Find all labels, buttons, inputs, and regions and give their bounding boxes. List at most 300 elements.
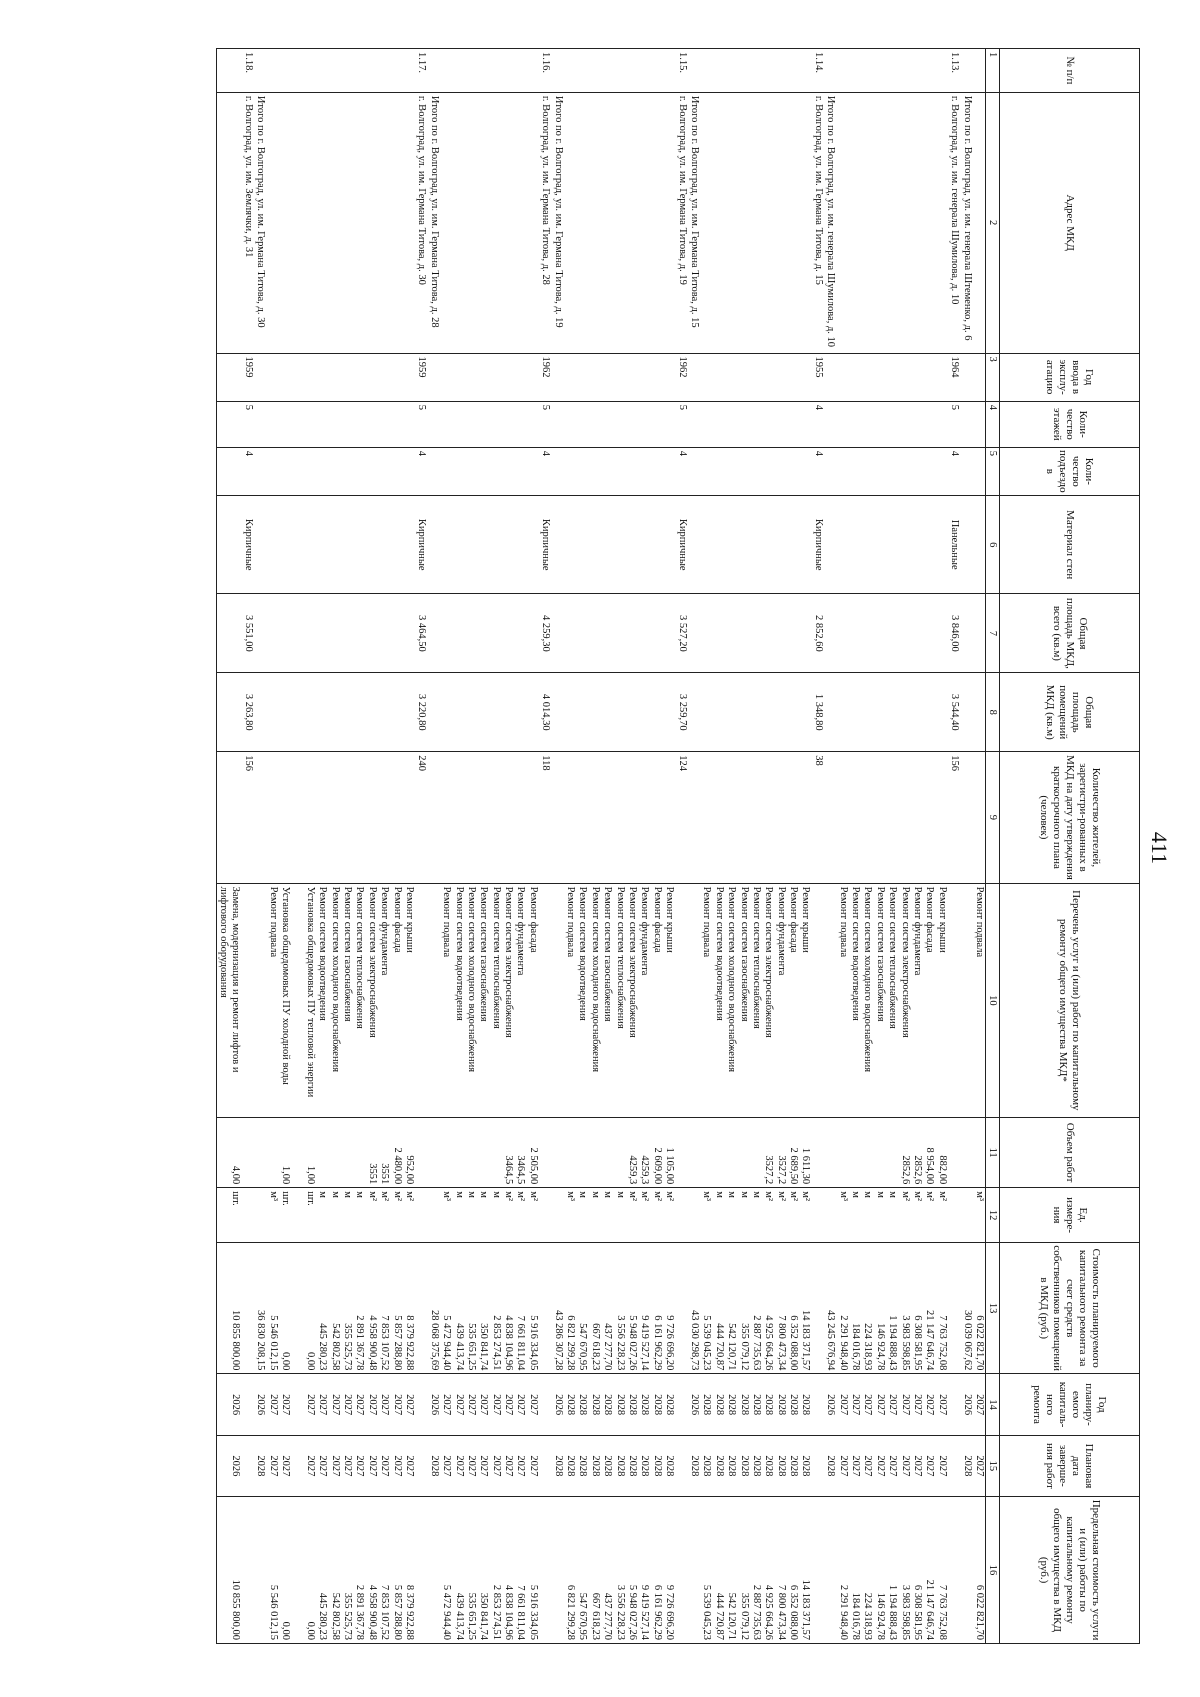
work-end: 2028 <box>800 1455 812 1477</box>
work-volume: 3527,2 <box>763 1155 775 1185</box>
work-year: 2027 <box>899 1394 911 1416</box>
residents-count: 38 <box>812 755 824 766</box>
rotated-landscape-sheet <box>60 48 1170 1648</box>
column-number: 4 <box>986 401 1000 447</box>
rooms-area: 3 544,40 <box>949 693 961 731</box>
work-name: Ремонт систем водоотведения <box>850 886 862 1021</box>
work-year: 2028 <box>589 1394 601 1416</box>
work-volume <box>861 1121 873 1184</box>
floors-count: 5 <box>676 404 688 410</box>
work-unit: шт. <box>280 1191 292 1206</box>
row-number: 1.16. <box>540 52 552 73</box>
work-limit: 5 916 334,05 <box>527 1584 539 1640</box>
work-unit: м <box>850 1191 862 1198</box>
work-end: 2027 <box>453 1455 465 1477</box>
work-cost: 4 925 664,26 <box>763 1315 775 1371</box>
entrances-count: 4 <box>949 450 961 456</box>
work-unit: м² <box>639 1191 651 1201</box>
work-year: 2028 <box>800 1394 812 1416</box>
work-limit: 7 800 473,34 <box>775 1584 787 1640</box>
residents-count: 156 <box>949 755 961 771</box>
work-limit: 7 661 811,04 <box>515 1585 527 1640</box>
floors-count: 4 <box>812 404 824 410</box>
work-limit: 6 308 581,95 <box>912 1584 924 1640</box>
total-area: 3 551,00 <box>242 615 254 652</box>
work-volume <box>836 1121 848 1184</box>
work-end: 2027 <box>366 1455 378 1477</box>
work-cost: 6 161 962,29 <box>651 1315 663 1371</box>
total-end: 2028 <box>552 1455 564 1477</box>
wall-material: Панельные <box>949 519 961 570</box>
total-label: Итого по г. Волгоград, ул. им. Германа Титова, д. 15 <box>688 95 700 328</box>
work-cost: 5 472 944,40 <box>441 1315 453 1371</box>
page-number: 411 <box>1147 831 1172 865</box>
column-number: 15 <box>986 1435 1000 1496</box>
work-year: 2027 <box>936 1394 948 1416</box>
work-name: Ремонт подвала <box>267 886 279 958</box>
work-unit: м² <box>503 1191 515 1201</box>
work-year: 2027 <box>391 1394 403 1416</box>
work-limit: 5 948 027,26 <box>627 1584 638 1640</box>
building-row <box>266 49 427 1644</box>
work-end: 2028 <box>726 1455 738 1477</box>
work-cost: 6 022 821,70 <box>973 1242 986 1373</box>
work-unit: м³ <box>441 1191 453 1201</box>
work-limit: 2 887 735,63 <box>750 1584 762 1640</box>
work-limit: 5 857 288,80 <box>391 1584 403 1640</box>
work-end: 2028 <box>701 1455 713 1477</box>
work-volume: 4259,3 <box>627 1155 638 1185</box>
work-name: Ремонт систем электроснабжения <box>503 886 515 1038</box>
entrances-count: 4 <box>540 450 552 456</box>
work-end: 2028 <box>664 1455 676 1477</box>
work-name: Ремонт фундамента <box>639 886 651 976</box>
work-cost: 5 539 045,23 <box>701 1315 713 1371</box>
entrances-count: 4 <box>676 450 688 456</box>
building-address: г. Волгоград, ул. им. Германа Титова, д. 15 <box>812 95 824 285</box>
work-limit: 355 079,12 <box>738 1592 750 1640</box>
work-name: Ремонт систем газоснабжения <box>874 886 886 1022</box>
building-row <box>216 49 254 1644</box>
header-cell: Общая площадь помещений МКД (кв.м) <box>1000 673 1140 752</box>
work-volume <box>477 1121 489 1184</box>
work-volume: 1,00 <box>304 1165 316 1185</box>
header-cell: Материал стен <box>1000 495 1140 594</box>
work-volume: 2852,6 <box>912 1155 924 1185</box>
work-limit: 146 924,78 <box>874 1592 886 1640</box>
work-end: 2027 <box>899 1455 911 1477</box>
work-end: 2027 <box>924 1455 936 1477</box>
work-unit: шт. <box>304 1191 316 1206</box>
building-row <box>440 49 552 1644</box>
work-unit: м <box>317 1191 329 1198</box>
work-unit: шт. <box>230 1191 242 1206</box>
work-name: Ремонт систем теплоснабжения <box>490 886 502 1029</box>
work-unit: м <box>738 1191 750 1198</box>
work-name: Ремонт крыши <box>403 886 415 953</box>
work-unit: м <box>341 1191 353 1198</box>
work-volume: 3551 <box>366 1163 378 1185</box>
work-volume: 952,00 <box>403 1155 415 1185</box>
work-end: 2027 <box>874 1455 886 1477</box>
work-unit: м² <box>527 1191 539 1201</box>
work-limit: 21 147 646,74 <box>924 1579 936 1640</box>
work-volume <box>725 1121 737 1184</box>
work-volume <box>341 1121 353 1184</box>
total-area: 3 527,20 <box>676 615 688 652</box>
repair-plan-table <box>216 48 1140 1644</box>
work-year: 2028 <box>602 1394 614 1416</box>
work-volume <box>328 1121 340 1184</box>
work-end: 2027 <box>465 1455 477 1477</box>
column-number: 16 <box>986 1497 1000 1644</box>
work-end: 2027 <box>280 1455 292 1477</box>
work-name: Ремонт систем холодного водоснабжения <box>465 886 477 1073</box>
total-cost: 43 030 298,73 <box>688 1310 700 1371</box>
work-unit: м² <box>924 1191 936 1201</box>
building-row <box>836 49 960 1644</box>
work-limit: 535 651,25 <box>465 1592 477 1640</box>
work-cost: 3 556 228,23 <box>614 1315 626 1371</box>
work-limit: 6 022 821,70 <box>973 1497 986 1644</box>
work-cost: 535 651,25 <box>465 1323 477 1371</box>
work-limit: 10 855 800,00 <box>230 1579 242 1640</box>
total-year: 2026 <box>552 1394 564 1416</box>
work-limit: 7 853 107,52 <box>379 1584 391 1640</box>
work-end: 2028 <box>565 1455 577 1477</box>
work-unit: м <box>589 1191 601 1198</box>
work-year: 2027 <box>465 1394 477 1416</box>
work-volume: 8 954,00 <box>924 1147 936 1185</box>
work-name: Ремонт фасада <box>391 886 403 953</box>
rooms-area: 3 259,70 <box>676 693 688 731</box>
work-end: 2028 <box>651 1455 663 1477</box>
work-name: Ремонт систем электроснабжения <box>366 886 378 1038</box>
work-name: Ремонт систем водоотведения <box>713 886 725 1021</box>
work-name: Ремонт систем теплоснабжения <box>614 886 626 1029</box>
work-limit: 444 720,87 <box>713 1592 725 1640</box>
work-end: 2028 <box>788 1455 800 1477</box>
work-volume <box>601 1121 613 1184</box>
work-volume <box>849 1121 861 1184</box>
work-cost: 667 618,23 <box>589 1323 601 1371</box>
work-unit: м <box>329 1191 341 1198</box>
work-end: 2027 <box>478 1455 490 1477</box>
work-year: 2027 <box>478 1394 490 1416</box>
work-end: 2026 <box>230 1455 242 1477</box>
work-end: 2027 <box>341 1455 353 1477</box>
work-cost: 0,00 <box>304 1352 316 1371</box>
column-number: 5 <box>986 447 1000 495</box>
work-limit: 667 618,23 <box>589 1592 601 1640</box>
total-year: 2026 <box>255 1394 267 1416</box>
work-limit: 445 280,23 <box>317 1592 329 1640</box>
work-name: Ремонт систем теплоснабжения <box>750 886 762 1029</box>
work-cost: 10 855 800,00 <box>230 1310 242 1371</box>
work-limit: 4 925 664,26 <box>763 1584 775 1640</box>
work-name: Ремонт систем электроснабжения <box>763 886 775 1038</box>
work-year: 2027 <box>924 1394 936 1416</box>
residents-count: 156 <box>242 755 254 771</box>
work-cost: 7 661 811,04 <box>515 1315 527 1371</box>
work-limit: 5 539 045,23 <box>701 1584 713 1640</box>
total-area: 2 852,60 <box>812 615 824 652</box>
work-end: 2027 <box>354 1455 366 1477</box>
work-unit: м² <box>788 1191 800 1201</box>
work-cost: 547 670,95 <box>577 1323 589 1371</box>
work-volume <box>576 1121 588 1184</box>
work-volume: 1 611,30 <box>800 1147 812 1185</box>
header-row <box>1000 49 1140 1644</box>
work-unit: м <box>614 1191 626 1198</box>
column-number: 7 <box>986 594 1000 673</box>
work-cost: 437 277,70 <box>602 1323 614 1371</box>
wall-material: Кирпичные <box>540 518 552 571</box>
work-year: 2028 <box>788 1394 800 1416</box>
work-end: 2028 <box>614 1455 626 1477</box>
work-year: 2028 <box>614 1394 626 1416</box>
work-name: Ремонт систем газоснабжения <box>341 886 353 1022</box>
wall-material: Кирпичные <box>676 518 688 571</box>
work-cost: 184 016,78 <box>850 1323 862 1371</box>
column-number: 9 <box>986 752 1000 883</box>
work-unit: м³ <box>973 1188 986 1243</box>
column-number: 2 <box>986 92 1000 353</box>
work-year: 2028 <box>763 1394 775 1416</box>
work-cost: 146 924,78 <box>874 1323 886 1371</box>
work-end: 2027 <box>403 1455 415 1477</box>
work-unit: м <box>465 1191 477 1198</box>
work-year: 2027 <box>341 1394 353 1416</box>
work-volume <box>266 1121 278 1184</box>
work-volume: 1,00 <box>280 1165 292 1185</box>
work-end: 2028 <box>738 1455 750 1477</box>
work-unit: м² <box>627 1191 638 1201</box>
work-unit: м² <box>912 1191 924 1201</box>
total-end: 2028 <box>961 1455 973 1477</box>
work-year: 2027 <box>329 1394 341 1416</box>
work-year: 2027 <box>874 1394 886 1416</box>
work-volume <box>452 1121 464 1184</box>
header-cell: Год планиру-емого капиталь-ного ремонта <box>1000 1374 1140 1435</box>
work-cost: 6 821 299,28 <box>565 1315 577 1371</box>
work-name: Ремонт систем водоотведения <box>317 886 329 1021</box>
building-address: г. Волгоград, ул. им. генерала Шумилова, д. 10 <box>949 95 961 305</box>
year-built: 1964 <box>949 356 961 378</box>
work-cost: 7 800 473,34 <box>775 1315 787 1371</box>
work-year: 2027 <box>837 1394 849 1416</box>
work-year: 2027 <box>503 1394 515 1416</box>
work-volume <box>353 1121 365 1184</box>
floors-count: 5 <box>949 404 961 410</box>
work-limit: 437 277,70 <box>602 1592 614 1640</box>
work-cost: 5 948 027,26 <box>627 1315 638 1371</box>
work-limit: 2 891 367,78 <box>354 1584 366 1640</box>
work-name: Ремонт подвала <box>973 883 986 1117</box>
work-unit: м <box>862 1191 874 1198</box>
entrances-count: 4 <box>242 450 254 456</box>
work-volume <box>613 1121 625 1184</box>
work-cost: 2 891 367,78 <box>354 1315 366 1371</box>
total-cost: 43 286 307,28 <box>552 1310 564 1371</box>
total-label: Итого по г. Волгоград, ул. им. Германа Титова, д. 30 <box>255 95 267 328</box>
work-year: 2027 <box>354 1394 366 1416</box>
work-limit: 1 194 888,43 <box>887 1584 899 1640</box>
work-end: 2027 <box>441 1455 453 1477</box>
work-name: Ремонт систем электроснабжения <box>899 886 911 1038</box>
work-cost: 0,00 <box>280 1352 292 1371</box>
work-cost: 3 983 598,85 <box>899 1315 911 1371</box>
work-limit: 439 413,74 <box>453 1592 465 1640</box>
work-year: 2028 <box>664 1394 676 1416</box>
work-limit: 5 546 012,15 <box>267 1584 279 1640</box>
work-year: 2027 <box>973 1374 986 1435</box>
work-name: Ремонт систем холодного водоснабжения <box>726 886 738 1073</box>
year-built: 1959 <box>242 356 254 378</box>
work-year: 2027 <box>441 1394 453 1416</box>
work-limit: 6 352 088,00 <box>788 1584 800 1640</box>
work-unit: м <box>577 1191 589 1198</box>
work-end: 2028 <box>627 1455 638 1477</box>
work-limit: 6 821 299,28 <box>565 1584 577 1640</box>
work-cost: 7 763 752,08 <box>936 1315 948 1371</box>
work-limit: 3 983 598,85 <box>899 1584 911 1640</box>
building-address: г. Волгоград, ул. им. Германа Титова, д. 28 <box>540 95 552 285</box>
work-name: Ремонт систем электроснабжения <box>627 886 638 1038</box>
total-cost: 30 039 067,62 <box>961 1310 973 1371</box>
work-unit: м² <box>651 1191 663 1201</box>
total-year: 2026 <box>428 1394 440 1416</box>
header-cell: Плановая дата заверше-ния работ <box>1000 1435 1140 1496</box>
header-cell: Коли-чество этажей <box>1000 401 1140 447</box>
work-limit: 9 726 696,20 <box>664 1584 676 1640</box>
work-end: 2027 <box>317 1455 329 1477</box>
total-label: Итого по г. Волгоград, ул. им. Германа Титова, д. 19 <box>552 95 564 328</box>
wall-material: Кирпичные <box>242 518 254 571</box>
total-end: 2028 <box>255 1455 267 1477</box>
work-volume: 4259,3 <box>639 1155 651 1185</box>
work-unit: м² <box>763 1191 775 1201</box>
total-row <box>254 49 266 1644</box>
work-unit: м² <box>775 1191 787 1201</box>
work-year: 2027 <box>366 1394 378 1416</box>
work-year: 2027 <box>304 1394 316 1416</box>
total-row <box>960 49 972 1644</box>
work-name: Ремонт фундамента <box>515 886 527 976</box>
work-end: 2027 <box>515 1455 527 1477</box>
residents-count: 240 <box>416 755 428 771</box>
total-area: 4 259,30 <box>540 615 552 652</box>
work-unit: м <box>490 1191 502 1198</box>
work-name: Ремонт фасада <box>651 886 663 953</box>
total-area: 3 464,50 <box>416 615 428 652</box>
work-end: 2027 <box>503 1455 515 1477</box>
work-cost: 6 308 581,95 <box>912 1315 924 1371</box>
work-end: 2027 <box>912 1455 924 1477</box>
entrances-count: 4 <box>416 450 428 456</box>
work-unit: м <box>713 1191 725 1198</box>
work-volume <box>737 1121 749 1184</box>
work-year: 2028 <box>726 1394 738 1416</box>
work-name: Ремонт крыши <box>936 886 948 953</box>
work-unit: м³ <box>565 1191 577 1201</box>
building-address: г. Волгоград, ул. им. Землячки, д. 31 <box>242 95 254 258</box>
header-cell: Количество жителей, зарегистри-рованных в МКД на дату утверждения краткосрочного плана (человек) <box>1000 752 1140 883</box>
work-volume <box>564 1121 576 1184</box>
total-row <box>551 49 563 1644</box>
work-name: Ремонт подвала <box>837 886 849 958</box>
total-row <box>688 49 700 1644</box>
work-name: Ремонт систем холодного водоснабжения <box>589 886 601 1073</box>
work-name: Ремонт систем газоснабжения <box>602 886 614 1022</box>
row-number: 1.18. <box>242 52 254 73</box>
work-cost: 355 079,12 <box>738 1323 750 1371</box>
work-volume: 2 689,50 <box>788 1147 800 1185</box>
work-cost: 9 726 696,20 <box>664 1315 676 1371</box>
work-name: Установка общедомовых ПУ тепловой энергии <box>304 886 316 1098</box>
work-volume <box>700 1121 712 1184</box>
work-volume <box>316 1121 328 1184</box>
work-limit: 9 419 527,14 <box>639 1584 651 1640</box>
work-volume: 4,00 <box>230 1165 242 1185</box>
header-cell: Общая площадь МКД, всего (кв.м) <box>1000 594 1140 673</box>
total-end: 2028 <box>688 1455 700 1477</box>
work-year: 2028 <box>651 1394 663 1416</box>
work-unit: м <box>750 1191 762 1198</box>
work-year: 2028 <box>627 1394 638 1416</box>
work-unit: м <box>887 1191 899 1198</box>
work-name: Ремонт фундамента <box>379 886 391 976</box>
header-cell: Ед. измере-ния <box>1000 1188 1140 1243</box>
work-volume <box>712 1121 724 1184</box>
work-year: 2027 <box>887 1394 899 1416</box>
rooms-area: 3 220,80 <box>416 693 428 731</box>
rooms-area: 4 014,30 <box>540 693 552 731</box>
work-volume <box>750 1121 762 1184</box>
column-number: 13 <box>986 1242 1000 1373</box>
work-limit: 0,00 <box>304 1621 316 1640</box>
work-year: 2026 <box>230 1394 242 1416</box>
work-name: Ремонт крыши <box>800 886 812 953</box>
table-row-top <box>973 49 986 1644</box>
work-limit: 8 379 922,88 <box>403 1584 415 1640</box>
work-name: Ремонт систем водоотведения <box>453 886 465 1021</box>
column-number-row <box>986 49 1000 1644</box>
row-number: 1.14. <box>812 52 824 73</box>
work-unit: м³ <box>701 1191 713 1201</box>
work-name: Ремонт фундамента <box>912 886 924 976</box>
year-built: 1962 <box>540 356 552 378</box>
total-row <box>824 49 836 1644</box>
work-cost: 2 853 274,51 <box>490 1315 502 1371</box>
work-year: 2027 <box>379 1394 391 1416</box>
work-cost: 5 546 012,15 <box>267 1315 279 1371</box>
work-year: 2027 <box>317 1394 329 1416</box>
work-end: 2027 <box>850 1455 862 1477</box>
total-label: Итого по г. Волгоград, ул. им. генерала Шумилова, д. 10 <box>825 95 837 348</box>
work-end: 2028 <box>589 1455 601 1477</box>
floors-count: 5 <box>416 404 428 410</box>
work-unit: м² <box>391 1191 403 1201</box>
work-end: 2027 <box>973 1435 986 1496</box>
work-cost: 4 958 900,48 <box>366 1315 378 1371</box>
work-limit: 3 556 228,23 <box>614 1584 626 1640</box>
work-unit: м² <box>936 1191 948 1201</box>
work-name: Ремонт систем холодного водоснабжения <box>862 886 874 1073</box>
floors-count: 5 <box>540 404 552 410</box>
work-limit: 5 472 944,40 <box>441 1584 453 1640</box>
column-number: 1 <box>986 49 1000 93</box>
